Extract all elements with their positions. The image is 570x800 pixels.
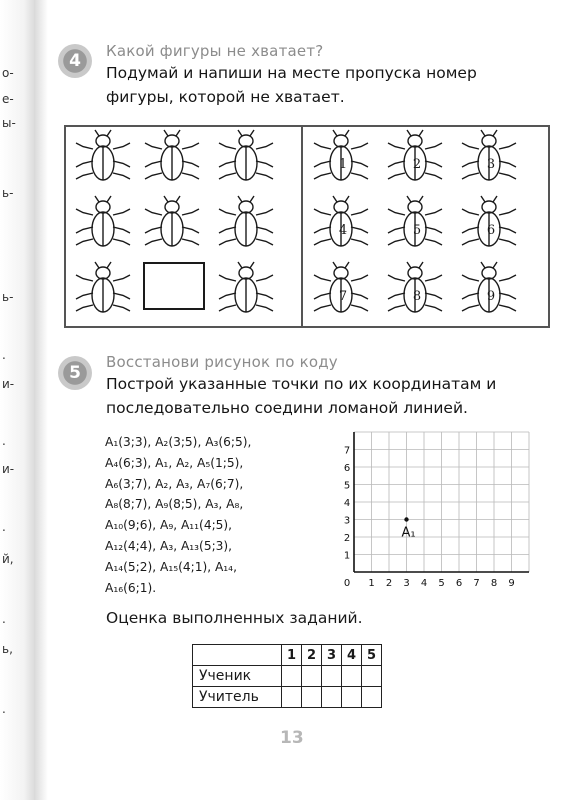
coordinate-grid — [332, 430, 532, 592]
coordinate-list — [105, 432, 251, 598]
y-tick-label: 5 — [343, 480, 351, 492]
grade-cell[interactable] — [342, 666, 362, 687]
task-5-icon — [58, 356, 92, 390]
coordinate-line: A₁(3;3), A₂(3;5), A₃(6;5), — [105, 435, 252, 449]
workbook-page — [48, 0, 570, 800]
grading-column-header: 1 — [282, 645, 302, 666]
grading-row-label: Ученик — [193, 666, 282, 687]
grading-row-teacher — [193, 687, 382, 708]
coordinate-line: A₁₂(4;4), A₃, A₁₃(5;3), — [105, 538, 233, 553]
numbered-beetle-figure — [462, 262, 516, 312]
grading-row-label: Учитель — [193, 687, 282, 708]
grade-cell[interactable] — [342, 687, 362, 708]
numbered-beetle-figure — [314, 262, 368, 312]
bug-number: 5 — [412, 223, 422, 238]
bug-number: 9 — [486, 289, 496, 304]
y-tick-label: 3 — [343, 515, 351, 527]
numbered-beetle-figure — [314, 196, 368, 246]
x-tick-label: 6 — [455, 578, 463, 589]
y-tick-label: 2 — [343, 533, 351, 544]
grading-column-header: 3 — [322, 645, 342, 666]
x-tick-label: 0 — [343, 578, 351, 589]
grade-cell[interactable] — [282, 666, 302, 687]
y-tick-label: 6 — [343, 463, 351, 474]
bug-number: 4 — [338, 223, 348, 238]
grading-table — [192, 644, 382, 708]
task-4-heading: Какой фигуры не хватает? — [106, 42, 324, 60]
edge-text-fragment: ь- — [2, 290, 14, 304]
task-4-icon — [58, 44, 92, 78]
beetle-figure — [76, 262, 130, 312]
grade-cell[interactable] — [302, 666, 322, 687]
grading-column-header: 5 — [362, 645, 382, 666]
beetle-figure — [76, 196, 130, 246]
coordinate-line: A₁₆(6;1). — [105, 580, 157, 595]
grade-cell[interactable] — [362, 666, 382, 687]
grade-cell[interactable] — [322, 666, 342, 687]
beetle-figure — [145, 130, 199, 180]
grading-header-row — [193, 645, 382, 666]
edge-text-fragment: ь, — [2, 642, 13, 656]
beetle-figure — [219, 130, 273, 180]
grading-row-student — [193, 666, 382, 687]
grading-column-header: 2 — [302, 645, 322, 666]
coordinate-line: A₁₄(5;2), A₁₅(4;1), A₁₄, — [105, 559, 237, 574]
edge-text-fragment: ь- — [2, 186, 14, 200]
edge-text-fragment: . — [2, 612, 6, 626]
y-tick-label: 4 — [343, 498, 351, 509]
x-tick-label: 1 — [368, 578, 375, 589]
beetle-figure — [219, 262, 273, 312]
numbered-beetle-figure — [462, 196, 516, 246]
grading-title: Оценка выполненных заданий. — [106, 609, 363, 627]
task-5-number: 5 — [69, 363, 81, 383]
beetle-figure — [76, 130, 130, 180]
edge-text-fragment: е- — [2, 92, 14, 106]
edge-text-fragment: . — [2, 702, 6, 716]
grading-column-header: 4 — [342, 645, 362, 666]
edge-text-fragment: и- — [2, 377, 15, 391]
coordinate-line: A₄(6;3), A₁, A₂, A₅(1;5), — [105, 455, 244, 470]
bug-number: 8 — [412, 289, 422, 304]
point-label: A₁ — [401, 525, 416, 541]
coordinate-line: A₆(3;7), A₂, A₃, A₇(6;7), — [105, 476, 244, 491]
task-5-heading: Восстанови рисунок по коду — [106, 353, 338, 371]
task-4-instruction-line-2: фигуры, которой не хватает. — [106, 88, 345, 106]
binding-shadow — [34, 0, 48, 800]
grading-corner-cell — [193, 645, 282, 666]
edge-text-fragment: . — [2, 520, 6, 534]
y-tick-label: 7 — [343, 445, 351, 457]
bug-number: 3 — [486, 157, 496, 172]
x-tick-label: 5 — [438, 578, 445, 589]
bug-number: 7 — [338, 289, 348, 304]
bug-number: 2 — [412, 157, 422, 172]
bug-puzzle-panel — [64, 125, 550, 328]
beetle-figure — [145, 196, 199, 246]
task-4-instruction-line-1: Подумай и напиши на месте пропуска номер — [106, 64, 477, 82]
edge-text-fragment: й, — [2, 552, 14, 566]
coordinate-line: A₈(8;7), A₉(8;5), A₃, A₈, — [105, 497, 244, 512]
x-tick-label: 9 — [508, 578, 515, 589]
x-tick-label: 4 — [420, 578, 428, 589]
edge-text-fragment: о- — [2, 66, 14, 80]
x-tick-label: 2 — [385, 578, 393, 589]
y-tick-label: 1 — [343, 550, 351, 562]
numbered-beetle-figure — [314, 130, 368, 180]
bug-figures — [66, 127, 548, 326]
bug-number: 1 — [338, 157, 348, 172]
task-5-instruction-line-2: последовательно соедини ломаной линией. — [106, 399, 468, 417]
numbered-beetle-figure — [388, 130, 442, 180]
x-tick-label: 7 — [473, 578, 480, 589]
edge-text-fragment: . — [2, 348, 6, 362]
missing-figure-box[interactable] — [144, 263, 204, 309]
x-tick-label: 8 — [490, 578, 498, 589]
beetle-figure — [219, 196, 273, 246]
edge-text-fragment: ы- — [2, 116, 16, 130]
panel-divider — [301, 127, 303, 326]
numbered-beetle-figure — [388, 262, 442, 312]
edge-text-fragment: . — [2, 434, 6, 448]
page-number: 13 — [280, 728, 304, 748]
numbered-beetle-figure — [388, 196, 442, 246]
numbered-beetle-figure — [462, 130, 516, 180]
grade-cell[interactable] — [302, 687, 322, 708]
grade-cell[interactable] — [362, 687, 382, 708]
task-5-instruction-line-1: Построй указанные точки по их координатам и — [106, 375, 497, 393]
task-4-number: 4 — [69, 51, 81, 71]
grade-cell[interactable] — [282, 687, 302, 708]
bug-number: 6 — [486, 223, 496, 238]
grade-cell[interactable] — [322, 687, 342, 708]
x-tick-label: 3 — [403, 578, 410, 589]
point-marker — [404, 517, 408, 521]
edge-text-fragment: и- — [2, 462, 15, 476]
coordinate-line: A₁₀(9;6), A₉, A₁₁(4;5), — [105, 518, 233, 533]
